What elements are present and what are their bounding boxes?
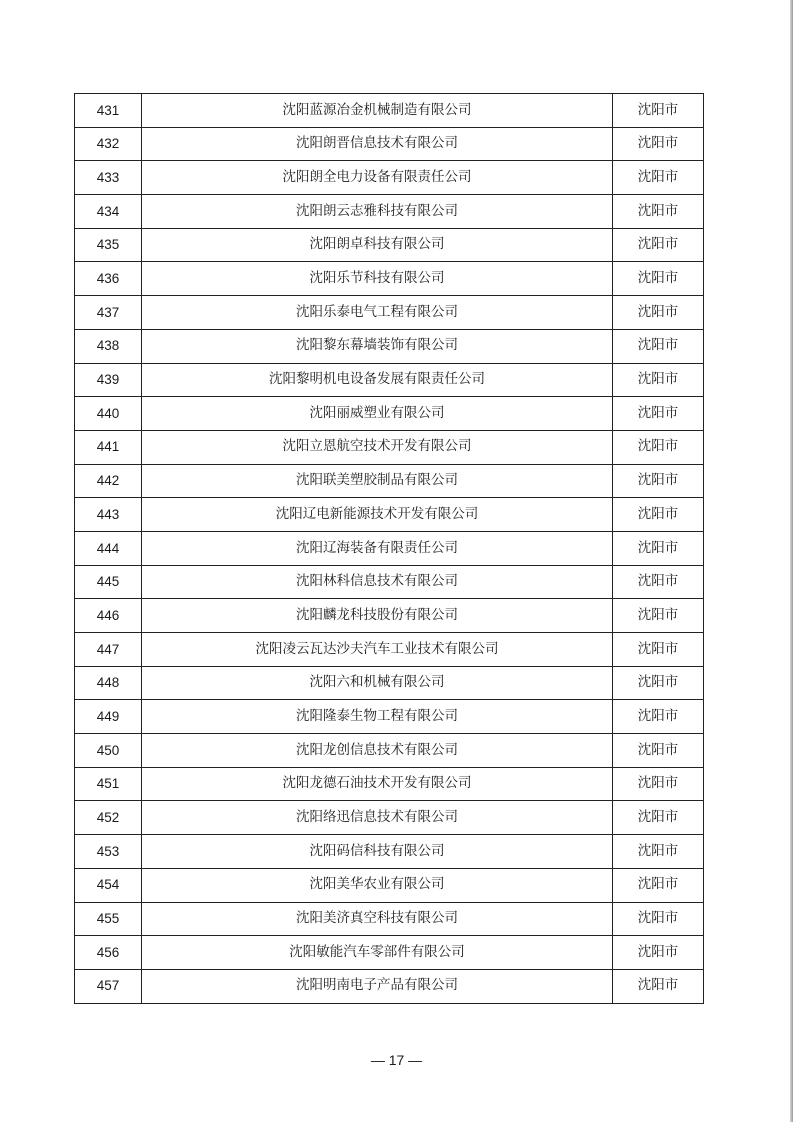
row-number-cell: 448: [75, 666, 142, 700]
company-name-cell: 沈阳美华农业有限公司: [142, 868, 613, 902]
company-name-cell: 沈阳乐节科技有限公司: [142, 262, 613, 296]
table-row: [75, 700, 704, 734]
row-number-cell: 452: [75, 801, 142, 835]
row-number-cell: 432: [75, 127, 142, 161]
company-name-cell: 沈阳丽威塑业有限公司: [142, 397, 613, 431]
city-cell: 沈阳市: [613, 161, 704, 195]
city-cell: 沈阳市: [613, 936, 704, 970]
city-cell: 沈阳市: [613, 464, 704, 498]
row-number-cell: 442: [75, 464, 142, 498]
table-row: [75, 161, 704, 195]
row-number-cell: 454: [75, 868, 142, 902]
city-cell: 沈阳市: [613, 363, 704, 397]
row-number-cell: 431: [75, 94, 142, 128]
table-row: [75, 262, 704, 296]
city-cell: 沈阳市: [613, 430, 704, 464]
row-number-cell: 435: [75, 228, 142, 262]
city-cell: 沈阳市: [613, 565, 704, 599]
table-row: [75, 363, 704, 397]
table-row: [75, 633, 704, 667]
table-row: [75, 666, 704, 700]
table-row: [75, 464, 704, 498]
table-row: [75, 969, 704, 1003]
company-name-cell: 沈阳黎明机电设备发展有限责任公司: [142, 363, 613, 397]
row-number-cell: 441: [75, 430, 142, 464]
company-name-cell: 沈阳黎东幕墙装饰有限公司: [142, 329, 613, 363]
company-name-cell: 沈阳朗全电力设备有限责任公司: [142, 161, 613, 195]
company-name-cell: 沈阳朗晋信息技术有限公司: [142, 127, 613, 161]
city-cell: 沈阳市: [613, 498, 704, 532]
row-number-cell: 433: [75, 161, 142, 195]
table-row: [75, 296, 704, 330]
company-name-cell: 沈阳林科信息技术有限公司: [142, 565, 613, 599]
row-number-cell: 440: [75, 397, 142, 431]
company-name-cell: 沈阳美济真空科技有限公司: [142, 902, 613, 936]
city-cell: 沈阳市: [613, 700, 704, 734]
row-number-cell: 445: [75, 565, 142, 599]
city-cell: 沈阳市: [613, 195, 704, 229]
row-number-cell: 453: [75, 835, 142, 869]
company-name-cell: 沈阳麟龙科技股份有限公司: [142, 599, 613, 633]
table-row: [75, 329, 704, 363]
company-name-cell: 沈阳蓝源冶金机械制造有限公司: [142, 94, 613, 128]
city-cell: 沈阳市: [613, 633, 704, 667]
company-name-cell: 沈阳龙德石油技术开发有限公司: [142, 767, 613, 801]
city-cell: 沈阳市: [613, 902, 704, 936]
company-name-cell: 沈阳辽电新能源技术开发有限公司: [142, 498, 613, 532]
city-cell: 沈阳市: [613, 868, 704, 902]
city-cell: 沈阳市: [613, 666, 704, 700]
table-row: [75, 565, 704, 599]
row-number-cell: 449: [75, 700, 142, 734]
table-row: [75, 430, 704, 464]
company-name-cell: 沈阳明南电子产品有限公司: [142, 969, 613, 1003]
company-name-cell: 沈阳码信科技有限公司: [142, 835, 613, 869]
row-number-cell: 446: [75, 599, 142, 633]
page-number: — 17 —: [370, 1052, 423, 1068]
company-name-cell: 沈阳敏能汽车零部件有限公司: [142, 936, 613, 970]
table-row: [75, 498, 704, 532]
city-cell: 沈阳市: [613, 835, 704, 869]
city-cell: 沈阳市: [613, 599, 704, 633]
city-cell: 沈阳市: [613, 228, 704, 262]
row-number-cell: 436: [75, 262, 142, 296]
company-name-cell: 沈阳络迅信息技术有限公司: [142, 801, 613, 835]
city-cell: 沈阳市: [613, 801, 704, 835]
company-name-cell: 沈阳辽海装备有限责任公司: [142, 531, 613, 565]
table-row: [75, 195, 704, 229]
row-number-cell: 444: [75, 531, 142, 565]
table-row: [75, 94, 704, 128]
city-cell: 沈阳市: [613, 296, 704, 330]
table-row: [75, 936, 704, 970]
row-number-cell: 455: [75, 902, 142, 936]
row-number-cell: 451: [75, 767, 142, 801]
table-row: [75, 531, 704, 565]
company-list-body: [75, 94, 704, 1004]
row-number-cell: 456: [75, 936, 142, 970]
company-name-cell: 沈阳朗云志雅科技有限公司: [142, 195, 613, 229]
row-number-cell: 437: [75, 296, 142, 330]
company-list-table: [74, 93, 704, 1004]
city-cell: 沈阳市: [613, 531, 704, 565]
table-row: [75, 835, 704, 869]
table-row: [75, 902, 704, 936]
company-name-cell: 沈阳隆泰生物工程有限公司: [142, 700, 613, 734]
row-number-cell: 450: [75, 734, 142, 768]
table-row: [75, 127, 704, 161]
table-row: [75, 868, 704, 902]
row-number-cell: 439: [75, 363, 142, 397]
table-row: [75, 228, 704, 262]
city-cell: 沈阳市: [613, 969, 704, 1003]
company-name-cell: 沈阳六和机械有限公司: [142, 666, 613, 700]
table-row: [75, 801, 704, 835]
company-name-cell: 沈阳朗卓科技有限公司: [142, 228, 613, 262]
row-number-cell: 438: [75, 329, 142, 363]
city-cell: 沈阳市: [613, 329, 704, 363]
company-name-cell: 沈阳凌云瓦达沙夫汽车工业技术有限公司: [142, 633, 613, 667]
row-number-cell: 447: [75, 633, 142, 667]
company-name-cell: 沈阳龙创信息技术有限公司: [142, 734, 613, 768]
city-cell: 沈阳市: [613, 127, 704, 161]
table-row: [75, 767, 704, 801]
city-cell: 沈阳市: [613, 262, 704, 296]
row-number-cell: 434: [75, 195, 142, 229]
row-number-cell: 457: [75, 969, 142, 1003]
company-name-cell: 沈阳立恩航空技术开发有限公司: [142, 430, 613, 464]
table-row: [75, 397, 704, 431]
city-cell: 沈阳市: [613, 397, 704, 431]
city-cell: 沈阳市: [613, 767, 704, 801]
city-cell: 沈阳市: [613, 94, 704, 128]
table-row: [75, 734, 704, 768]
table-row: [75, 599, 704, 633]
city-cell: 沈阳市: [613, 734, 704, 768]
company-name-cell: 沈阳乐泰电气工程有限公司: [142, 296, 613, 330]
company-name-cell: 沈阳联美塑胶制品有限公司: [142, 464, 613, 498]
row-number-cell: 443: [75, 498, 142, 532]
